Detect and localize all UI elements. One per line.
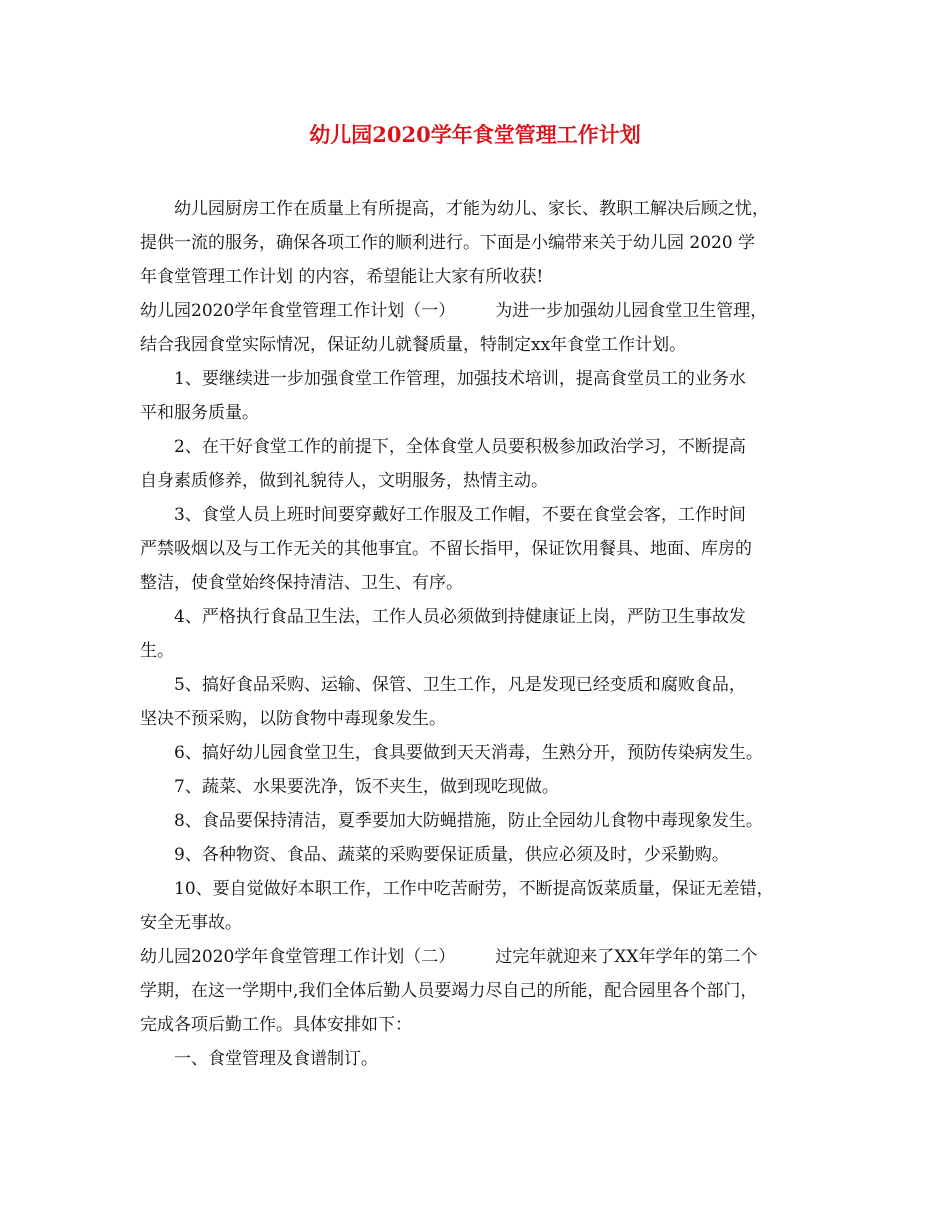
paragraph-line: 坚决不预采购，以防食物中毒现象发生。 — [140, 709, 446, 729]
paragraph-line: 平和服务质量。 — [140, 403, 259, 423]
paragraph-line: 年食堂管理工作计划 的内容，希望能让大家有所收获! — [140, 267, 544, 287]
list-item-line: 4、严格执行食品卫生法，工作人员必须做到持健康证上岗，严防卫生事故发 — [174, 607, 746, 627]
section-heading: 幼儿园2020学年食堂管理工作计划（一） — [140, 301, 456, 321]
list-item-line: 5、搞好食品采购、运输、保管、卫生工作，凡是发现已经变质和腐败食品， — [174, 675, 746, 695]
list-item-line: 一、食堂管理及食谱制订。 — [174, 1049, 378, 1069]
paragraph-line: 自身素质修养，做到礼貌待人，文明服务，热情主动。 — [140, 471, 548, 491]
list-item-line: 6、搞好幼儿园食堂卫生，食具要做到天天消毒，生熟分开，预防传染病发生。 — [174, 743, 763, 763]
section-intro: 过完年就迎来了XX年学年的第二个 — [495, 947, 758, 967]
document-body — [140, 192, 810, 1076]
paragraph-line: 幼儿园厨房工作在质量上有所提高，才能为幼儿、家长、教职工解决后顾之忧， — [174, 199, 769, 219]
paragraph-line: 完成各项后勤工作。具体安排如下： — [140, 1015, 412, 1035]
list-item-line: 10、要自觉做好本职工作，工作中吃苦耐劳，不断提高饭菜质量，保证无差错， — [174, 879, 774, 899]
list-item-line: 9、各种物资、食品、蔬菜的采购要保证质量，供应必须及时，少采勤购。 — [174, 845, 729, 865]
paragraph-line: 提供一流的服务，确保各项工作的顺利进行。下面是小编带来关于幼儿园 2020 学 — [140, 233, 756, 253]
paragraph-line: 整洁，使食堂始终保持清洁、卫生、有序。 — [140, 573, 463, 593]
list-item-line: 3、食堂人员上班时间要穿戴好工作服及工作帽，不要在食堂会客，工作时间 — [174, 505, 746, 525]
list-item-line: 8、食品要保持清洁，夏季要加大防蝇措施，防止全园幼儿食物中毒现象发生。 — [174, 811, 763, 831]
section-heading-line — [140, 294, 810, 328]
section-heading: 幼儿园2020学年食堂管理工作计划（二） — [140, 947, 456, 967]
list-item-line: 7、蔬菜、水果要洗净，饭不夹生，做到现吃现做。 — [174, 777, 559, 797]
paragraph-line: 安全无事故。 — [140, 913, 242, 933]
paragraph-line: 学期，在这一学期中,我们全体后勤人员要竭力尽自己的所能，配合园里各个部门， — [140, 981, 758, 1001]
section-heading-line — [140, 940, 810, 974]
section-intro: 为进一步加强幼儿园食堂卫生管理， — [495, 301, 768, 321]
list-item-line: 2、在干好食堂工作的前提下，全体食堂人员要积极参加政治学习，不断提高 — [174, 437, 746, 457]
paragraph-line: 严禁吸烟以及与工作无关的其他事宜。不留长指甲，保证饮用餐具、地面、库房的 — [140, 539, 752, 559]
paragraph-line: 结合我园食堂实际情况，保证幼儿就餐质量，特制定xx年食堂工作计划。 — [140, 335, 687, 355]
list-item-line: 1、要继续进一步加强食堂工作管理，加强技术培训，提高食堂员工的业务水 — [174, 369, 746, 389]
paragraph-line: 生。 — [140, 641, 174, 661]
document-title: 幼儿园2020学年食堂管理工作计划 — [309, 122, 641, 147]
